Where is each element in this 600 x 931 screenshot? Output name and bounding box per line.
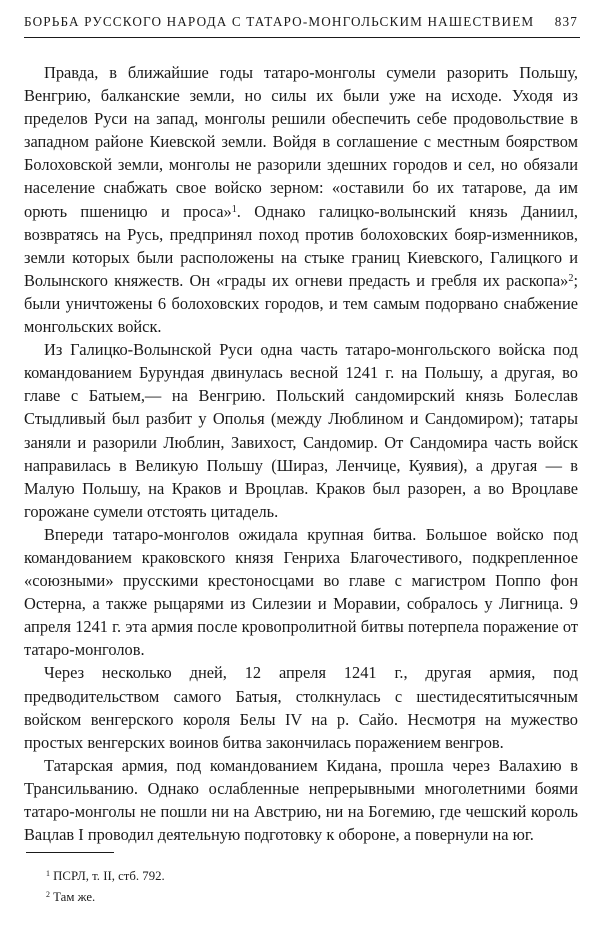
paragraph-1-connector-1: . Однако xyxy=(236,201,306,221)
footnote-ref-2: 2 xyxy=(568,272,574,284)
running-title: БОРЬБА РУССКОГО НАРОДА С ТАТАРО-МОНГОЛЬСКИМ НАШЕСТВИЕМ xyxy=(24,14,535,29)
running-header xyxy=(24,14,578,30)
paragraph-1-connector-2: ; xyxy=(573,270,578,290)
footnote-1-text: ПСРЛ, т. II, стб. 792. xyxy=(53,869,165,883)
main-text xyxy=(24,61,578,846)
footnote-ref-1: 1 xyxy=(231,203,237,215)
paragraph-1 xyxy=(24,61,578,338)
footnote-1-mark: 1 xyxy=(46,869,50,879)
footnotes xyxy=(46,866,165,908)
paragraph-2: Из Галицко-Волынской Руси одна часть татаро-монгольского войска под командованием Бурундая двинулась весной 1241 г. на Польшу, а другая, во главе с Батыем,— на Венгрию. Польский сандомирский князь Болеслав Стыдливый был разбит у Ополья (между Люблином и Сандомиром); татары заняли и разорили Люблин, Завихост, Сандомир. От Сандомира часть войск направилась в Великую Польшу (Шираз, Ленчице, Куявия), а другая — в Малую Польшу, на Краков и Вроцлав. Краков был разорен, а во Вроцлаве горожане сумели отстоять цитадель. xyxy=(24,340,578,521)
paragraph-4: Через несколько дней, 12 апреля 1241 г., другая армия, под предводительством самого Батыя, столкнулась с шестидесятитысячным войском венгерского короля Белы IV на р. Сайо. Несмотря на мужество простых венгерских воинов битва закончилась поражением венгров. xyxy=(24,663,578,752)
footnote-2 xyxy=(46,887,165,908)
paragraph-1-part-1: Правда, в ближайшие годы татаро-монголы сумели разорить Польшу, Венгрию, балканские земли, но силы их были уже на исходе. Уходя из пределов Руси на запад, монголы решили обеспечить себе продовольствие в западном районе Киевской земли. Войдя в соглашение с местным боярством Болоховской земли, монголы не разорили здешних городов и сел, но обязали население снабжать свое войско зерном: «оставили бо их татарове, да им орють пшеницю и проса» xyxy=(24,63,578,221)
header-rule xyxy=(24,37,580,38)
paragraph-1-part-3: были уничтожены 6 болоховских городов, и тем самым подорвано снабжение монгольских войск. xyxy=(24,293,578,337)
page-number: 837 xyxy=(554,14,578,29)
footnote-1 xyxy=(46,866,165,887)
footnote-2-mark: 2 xyxy=(46,890,50,900)
paragraph-1-part-2: галицко-волынский князь Даниил, возвратясь на Русь, предпринял поход против болоховских бояр-изменников, земли которых были расположены на стыке границ Киевского, Галицкого и Волынского княжеств. Он «грады их огневи предасть и гребля их раскопа» xyxy=(24,201,578,290)
paragraph-5: Татарская армия, под командованием Кидана, прошла через Валахию в Трансильванию. Однако ослабленные непрерывными многолетними боями татаро-монголы не пошли ни на Австрию, ни на Богемию, где чешский король Вацлав I проводил деятельную подготовку к обороне, а повернули на юг. xyxy=(24,755,578,845)
footnote-2-text: Там же. xyxy=(53,890,96,904)
footnote-rule xyxy=(26,852,114,853)
paragraph-3: Впереди татаро-монголов ожидала крупная битва. Большое войско под командованием краковского князя Генриха Благочестивого, подкрепленное «союзными» прусскими крестоносцами во главе с магистром Поппо фон Остерна, а также рыцарями из Силезии и Моравии, собралось у Лигница. 9 апреля 1241 г. эта армия после кровопролитной битвы потерпела поражение от татаро-монголов. xyxy=(24,524,578,660)
